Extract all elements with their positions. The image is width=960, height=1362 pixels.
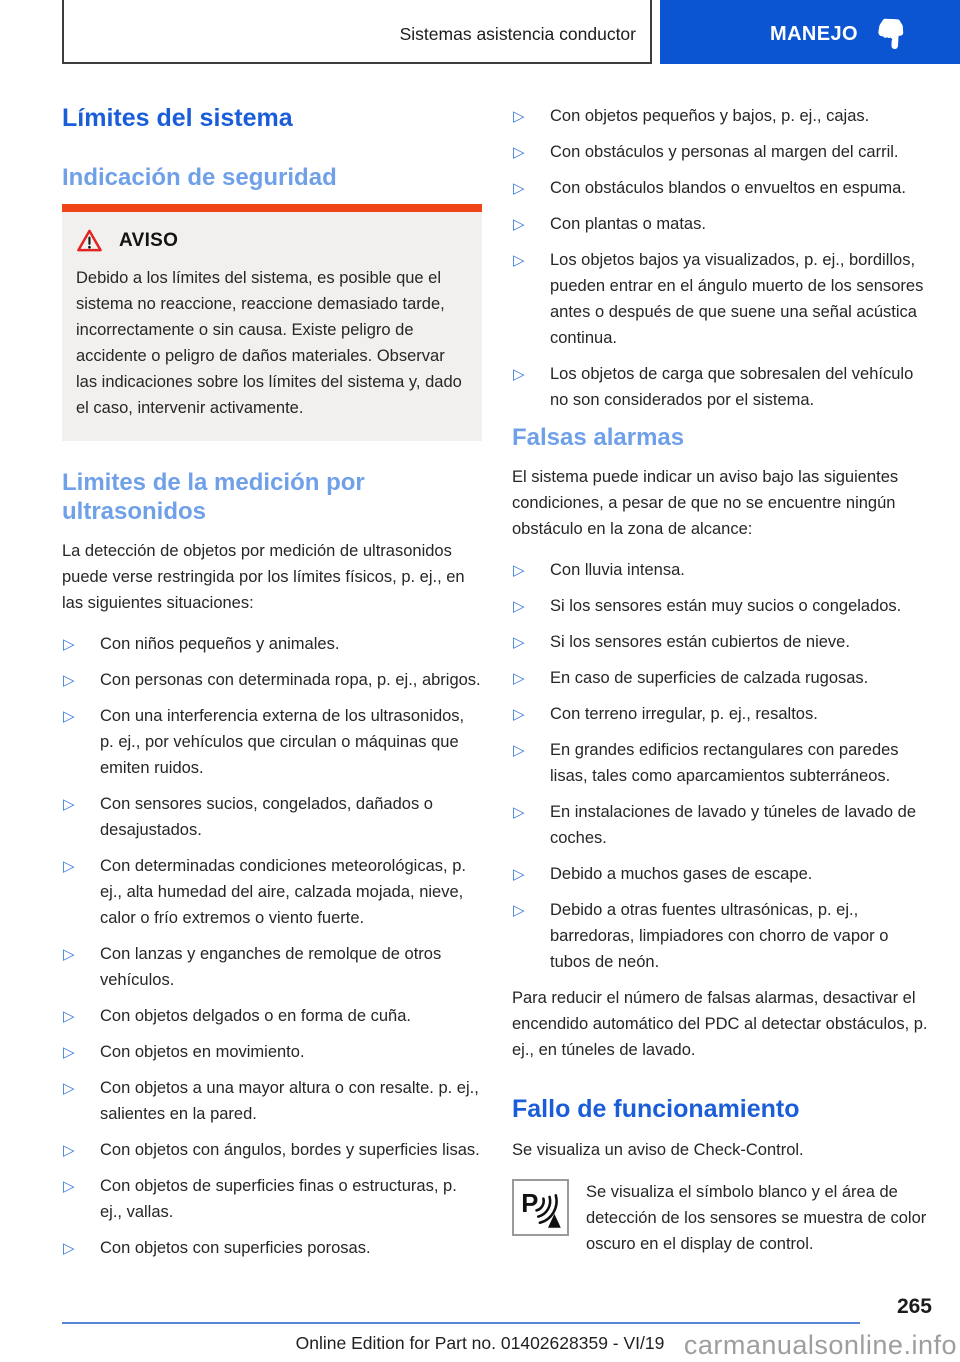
malfunction-text: Se visualiza un aviso de Check-Control. [512, 1141, 804, 1159]
ultrasound-limits-list-continued [512, 103, 932, 413]
tab-label: MANEJO [770, 22, 858, 45]
list-item: ▷ Con obstáculos y personas al margen del carril. [512, 139, 932, 165]
list-item: ▷ Con obstáculos blandos o envueltos en espuma. [512, 175, 932, 201]
list-item: ▷ Con personas con determinada ropa, p. ej., abrigos. [62, 667, 482, 693]
warning-top-bar [62, 204, 482, 212]
page-title: Límites del sistema [62, 104, 293, 132]
page-number: 265 [896, 1295, 932, 1318]
hand-pointer-icon [878, 19, 908, 49]
pdc-note-row [512, 1179, 932, 1257]
false-alarms-outro: Para reducir el número de falsas alarmas, desactivar el encendido automático del PDC al detectar obstáculos, p. ej., en túneles de lavado. [512, 989, 928, 1059]
page-content [0, 64, 960, 1271]
pdc-note-text: Se visualiza el símbolo blanco y el área de detección de los sensores se muestra de color oscuro en el display de control. [586, 1183, 927, 1253]
warning-triangle-icon [76, 228, 103, 253]
ultrasound-intro: La detección de objetos por medición de ultrasonidos puede verse restringida por los límites físicos, p. ej., en las siguientes situaciones: [62, 542, 465, 612]
false-alarms-list [512, 557, 932, 975]
list-item: ▷ Con lanzas y enganches de remolque de otros vehículos. [62, 941, 482, 993]
list-item: ▷ Si los sensores están cubiertos de nieve. [512, 629, 932, 655]
list-item: ▷ Con una interferencia externa de los ultrasonidos, p. ej., por vehículos que circulan o máquinas que emiten ruidos. [62, 703, 482, 781]
left-column [62, 103, 482, 1271]
breadcrumb-label: Sistemas asistencia conductor [399, 23, 636, 44]
list-item: ▷ Con determinadas condiciones meteorológicas, p. ej., alta humedad del aire, calzada mojada, nieve, calor o frío extremos o viento fuerte. [62, 853, 482, 931]
list-item: ▷ Con sensores sucios, congelados, dañados o desajustados. [62, 791, 482, 843]
list-item: ▷ Con objetos con ángulos, bordes y superficies lisas. [62, 1137, 482, 1163]
warning-label: AVISO [119, 229, 179, 251]
list-item: ▷ Con objetos pequeños y bajos, p. ej., cajas. [512, 103, 932, 129]
list-item: ▷ Los objetos de carga que sobresalen del vehículo no son considerados por el sistema. [512, 361, 932, 413]
breadcrumb [62, 0, 652, 64]
svg-text:P: P [521, 1189, 539, 1218]
section-heading-ultrasonidos: Limites de la medición por ultrasonidos [62, 469, 365, 525]
right-column [512, 103, 932, 1271]
false-alarms-intro: El sistema puede indicar un aviso bajo las siguientes condiciones, a pesar de que no se encuentre ningún obstáculo en la zona de alcance: [512, 468, 899, 538]
warning-box [62, 204, 482, 441]
list-item: ▷ Debido a otras fuentes ultrasónicas, p. ej., barredoras, limpiadores con chorro de vapor o tubos de neón. [512, 897, 932, 975]
section-heading-seguridad: Indicación de seguridad [62, 164, 337, 191]
list-item: ▷ Con lluvia intensa. [512, 557, 932, 583]
list-item: ▷ Los objetos bajos ya visualizados, p. ej., bordillos, pueden entrar en el ángulo muerto de los sensores antes o después de que suene una señal acústica continua. [512, 247, 932, 351]
tab-manejo [660, 0, 960, 64]
pdc-sensor-icon [512, 1179, 569, 1236]
list-item: ▷ En grandes edificios rectangulares con paredes lisas, tales como aparcamientos subterráneos. [512, 737, 932, 789]
warning-text: Debido a los límites del sistema, es posible que el sistema no reaccione, reaccione demasiado tarde, incorrectamente o sin causa. Existe peligro de accidente o peligro de daños materiales. Observar las indicaciones sobre los límites del sistema y, dado el caso, intervenir activamente. [76, 269, 462, 417]
list-item: ▷ Debido a muchos gases de escape. [512, 861, 932, 887]
list-item: ▷ En instalaciones de lavado y túneles de lavado de coches. [512, 799, 932, 851]
edition-note: Online Edition for Part no. 01402628359 - VI/19 [295, 1333, 665, 1353]
list-item: ▷ Con objetos a una mayor altura o con resalte. p. ej., salientes en la pared. [62, 1075, 482, 1127]
footer-rule [62, 1322, 860, 1324]
list-item: ▷ Con niños pequeños y animales. [62, 631, 482, 657]
list-item: ▷ En caso de superficies de calzada rugosas. [512, 665, 932, 691]
list-item: ▷ Con objetos de superficies finas o estructuras, p. ej., vallas. [62, 1173, 482, 1225]
list-item: ▷ Si los sensores están muy sucios o congelados. [512, 593, 932, 619]
page-header [0, 0, 960, 64]
list-item: ▷ Con objetos en movimiento. [62, 1039, 482, 1065]
list-item: ▷ Con plantas o matas. [512, 211, 932, 237]
ultrasound-limits-list [62, 631, 482, 1261]
list-item: ▷ Con objetos delgados o en forma de cuña. [62, 1003, 482, 1029]
section-heading-falsas-alarmas: Falsas alarmas [512, 424, 685, 451]
watermark-link[interactable]: carmanualsonline.info [683, 1330, 957, 1360]
list-item: ▷ Con objetos con superficies porosas. [62, 1235, 482, 1261]
list-item: ▷ Con terreno irregular, p. ej., resaltos. [512, 701, 932, 727]
section-heading-fallo: Fallo de funcionamiento [512, 1095, 800, 1123]
